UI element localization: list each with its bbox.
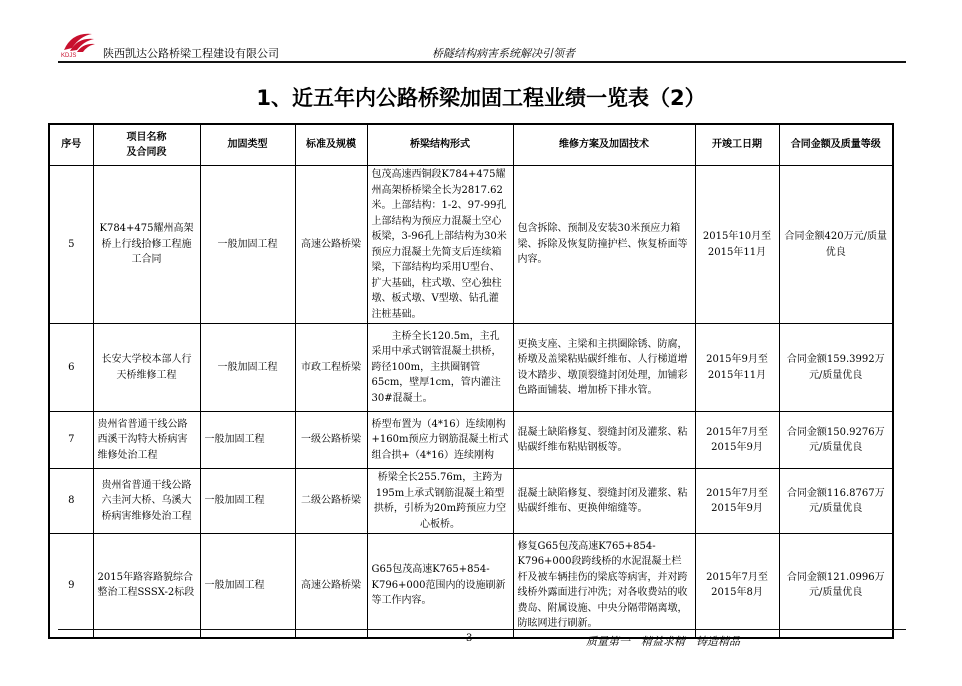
cell-type: 一般加固工程 [200,166,295,324]
cell-project-name: K784+475耀州高架桥上行线拾修工程施工合同 [93,166,200,324]
cell-standard: 二级公路桥梁 [295,469,367,534]
cell-standard: 高速公路桥梁 [295,534,367,638]
cell-no: 6 [49,324,93,412]
cell-no: 5 [49,166,93,324]
table-row [49,324,893,412]
cell-repair: 混凝土缺陷修复、裂缝封闭及灌浆、粘贴碳纤维布粘贴钢板等。 [513,412,695,469]
header-standard: 标准及规模 [295,124,367,166]
page-number: 3 [466,633,473,644]
cell-date: 2015年10月至2015年11月 [695,166,779,324]
footer-motto: 质量第一 精益求精 铸造精品 [586,635,740,648]
cell-no: 8 [49,469,93,534]
table-header-row [49,124,893,166]
header-project-name [93,124,200,166]
cell-type: 一般加固工程 [200,324,295,412]
table-row [49,534,893,638]
cell-project-name: 贵州省普通干线公路西溪干沟特大桥病害维修处治工程 [93,412,200,469]
header-date: 开竣工日期 [695,124,779,166]
cell-structure: 桥型布置为（4*16）连续刚构+160m预应力钢筋混凝土桁式组合拱+（4*16）连续刚构 [367,412,513,469]
cell-repair: 包含拆除、预制及安装30米预应力箱梁、拆除及恢复防撞护栏、恢复桥面等内容。 [513,166,695,324]
cell-repair: 混凝土缺陷修复、裂缝封闭及灌浆、粘贴碳纤维布、更换伸缩缝等。 [513,469,695,534]
header-no: 序号 [49,124,93,166]
cell-type: 一般加固工程 [200,469,295,534]
header-repair: 维修方案及加固技术 [513,124,695,166]
cell-project-name: 2015年路容路貌综合整治工程SSSX-2标段 [93,534,200,638]
footer-divider [58,629,906,630]
cell-date: 2015年9月至2015年11月 [695,324,779,412]
header-name-line1: 项目名称 [126,131,167,143]
cell-repair: 修复G65包茂高速K765+854-K796+000段跨线桥的水泥混凝土栏杆及被车辆挂伤的梁底等病害，并对跨线桥外露面进行冲洗；对各收费站的收费岛、附属设施、中央分隔带隔离墩，防眩网进行刷新。 [513,534,695,638]
table-row [49,412,893,469]
cell-structure: 包茂高速西铜段K784+475耀州高架桥桥梁全长为2817.62米。上部结构：1-2、97-99孔上部结构为预应力混凝土空心板梁，3-96孔上部结构为30米预应力混凝土先简支后连续箱梁，下部结构均采用U型台、扩大基础，柱式墩、空心独柱墩、板式墩、V型墩、钻孔灌注桩基础。 [367,166,513,324]
performance-table [48,123,894,639]
cell-amount: 合同金额116.8767万元/质量优良 [779,469,893,534]
company-name: 陕西凯达公路桥梁工程建设有限公司 [103,47,279,60]
cell-standard: 一级公路桥梁 [295,412,367,469]
cell-date: 2015年7月至2015年9月 [695,469,779,534]
header-divider [58,61,906,63]
cell-amount: 合同金额150.9276万元/质量优良 [779,412,893,469]
cell-date: 2015年7月至2015年9月 [695,412,779,469]
cell-standard: 市政工程桥梁 [295,324,367,412]
header-structure: 桥梁结构形式 [367,124,513,166]
header-amount: 合同金额及质量等级 [779,124,893,166]
cell-project-name: 长安大学校本部人行天桥维修工程 [93,324,200,412]
cell-amount: 合同金额121.0996万元/质量优良 [779,534,893,638]
company-logo [58,28,100,58]
page-title: 1、近五年内公路桥梁加固工程业绩一览表（2） [256,86,706,110]
logo-text: KDJS [61,53,77,58]
cell-standard: 高速公路桥梁 [295,166,367,324]
cell-amount: 合同金额159.3992万元/质量优良 [779,324,893,412]
header-name-line2: 及合同段 [126,147,167,158]
cell-date: 2015年7月至2015年8月 [695,534,779,638]
cell-no: 9 [49,534,93,638]
table-row [49,469,893,534]
header-type: 加固类型 [200,124,295,166]
cell-type: 一般加固工程 [200,412,295,469]
table-row [49,166,893,324]
cell-project-name: 贵州省普通干线公路六圭河大桥、乌溪大桥病害维修处治工程 [93,469,200,534]
cell-type: 一般加固工程 [200,534,295,638]
cell-structure: 主桥全长120.5m，主孔采用中承式钢管混凝土拱桥，跨径100m，主拱圈钢管65cm，壁厚1cm，管内灌注30#混凝土。 [367,324,513,412]
cell-no: 7 [49,412,93,469]
cell-structure: G65包茂高速K765+854-K796+000范围内的设施刷新等工作内容。 [367,534,513,638]
cell-amount: 合同金额420万元/质量优良 [779,166,893,324]
header-tagline: 桥隧结构病害系统解决引领者 [432,47,575,60]
cell-repair: 更换支座、主梁和主拱圈除锈、防腐，桥墩及盖梁粘贴碳纤维布、人行梯道增设木踏步、墩顶裂缝封闭处理，加铺彩色路面铺装、增加桥下排水管。 [513,324,695,412]
cell-structure: 桥梁全长255.76m，主跨为195m上承式钢筋混凝土箱型拱桥，引桥为20m跨预应力空心板桥。 [367,469,513,534]
